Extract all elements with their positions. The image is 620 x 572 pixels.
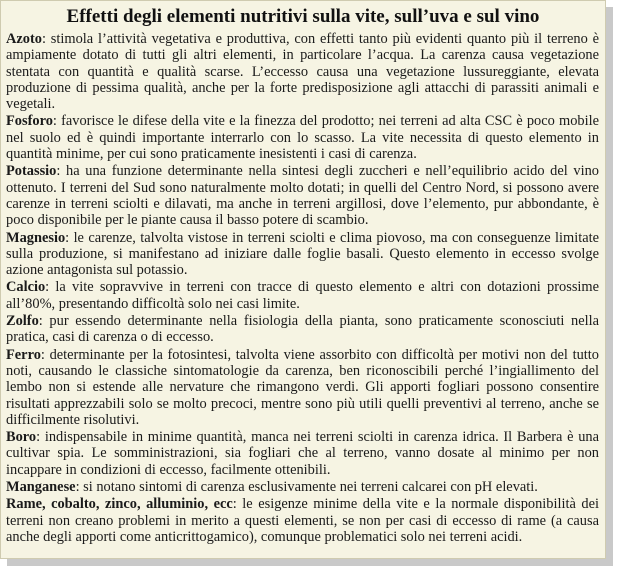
entry-ferro	[6, 347, 599, 428]
entry-magnesio	[6, 230, 599, 279]
entry-term: Magnesio	[6, 229, 66, 246]
entry-term: Fosforo	[6, 113, 53, 130]
entry-text: : ha una funzione determinante nella sintesi degli zuccheri e nell’equilibrio acido del vino ottenuto. I terreni del Sud sono naturalmente molto dotati; in quelli del Centro Nord, si possono avere carenze in terreni sciolti e dilavati, ma anche in terreni argillosi, dove l’elemento, pur abbondante, è poco disponibile per le piante causa il basso potere di scambio.	[6, 163, 599, 229]
entry-manganese	[6, 479, 599, 495]
entry-fosforo	[6, 113, 599, 162]
entry-term: Azoto	[6, 31, 42, 47]
entry-microelementi	[6, 496, 599, 545]
entry-text: : determinante per la fotosintesi, talvolta viene assorbito con difficoltà per motivi non del tutto noti, causando le classiche sintomatologie da carenza, ben riconoscibili perché l’ingiallimento del lembo non si estende alle nervature che rimangono verdi. Gli apporti fogliari possono consentire risultati apprezzabili solo se molto precoci, mentre sono più utili quelli preventivi al terreno, anche se difficilmente risolutivi.	[6, 346, 599, 428]
panel-title: Effetti degli elementi nutritivi sulla vite, sull’uva e sul vino	[66, 6, 540, 27]
entry-text: : favorisce le difese della vite e la finezza del prodotto; nei terreni ad alta CSC è poco mobile nel suolo ed è quindi importante interrarlo con lo scasso. La vite necessita di questo elemento in quantità minime, per cui sono praticamente inesistenti i casi di carenza.	[6, 113, 599, 163]
entry-term: Ferro	[6, 346, 41, 363]
entry-term: Calcio	[6, 279, 46, 296]
entry-text: : le carenze, talvolta vistose in terreni sciolti e clima piovoso, ma con conseguenze limitate sulla produzione, si manifestano ad iniziare dalle foglie basali. Questo elemento in eccesso svolge azione antagonista sul potassio.	[6, 229, 599, 279]
entry-term: Rame, cobalto, zinco, alluminio, ecc	[6, 496, 233, 513]
entry-zolfo	[6, 313, 599, 346]
entry-text: : indispensabile in minime quantità, manca nei terreni sciolti in carenza idrica. Il Barbera è una cultivar spia. Le somministrazioni, sia fogliari che al terreno, vanno dosate al minimo per non incappare in condizioni di eccesso, facilmente ottenibili.	[6, 429, 599, 478]
entry-potassio	[6, 163, 599, 228]
entry-boro	[6, 429, 599, 478]
entry-text: : si notano sintomi di carenza esclusivamente nei terreni calcarei con pH elevati.	[75, 479, 538, 496]
entry-text: : stimola l’attività vegetativa e produttiva, con effetti tanto più evidenti quanto più il terreno è ampiamente dotato di tutti gli altri elementi, in particolare l’acqua. La carenza causa vegetazione stentata con quantità e qualità scarse. L’eccesso causa una vegetazione lussureggiante, elevata produzione di pessima qualità, anche per la forte predisposizione agli attacchi di parassiti animali e vegetali.	[6, 31, 599, 113]
entry-term: Zolfo	[6, 313, 39, 330]
entry-term: Boro	[6, 429, 37, 446]
entry-text: : la vite sopravvive in terreni con tracce di questo elemento e altri con dotazioni prossime all’80%, presentando difficoltà solo nei casi limite.	[6, 279, 599, 312]
entry-text: : pur essendo determinante nella fisiologia della pianta, sono praticamente sconosciuti nella pratica, casi di carenza o di eccesso.	[6, 313, 599, 346]
entry-term: Potassio	[6, 163, 57, 180]
entry-azoto	[6, 31, 599, 112]
panel-body	[1, 29, 605, 545]
entry-term: Manganese	[6, 479, 76, 496]
entry-text: : le esigenze minime della vite e la normale disponibilità dei terreni non creano problemi in merito a questi elementi, se non per casi di eccesso di rame (a causa anche degli apporti come anticrittogamico), comunque problematici solo nei terreni acidi.	[6, 496, 599, 545]
entry-calcio	[6, 279, 599, 312]
